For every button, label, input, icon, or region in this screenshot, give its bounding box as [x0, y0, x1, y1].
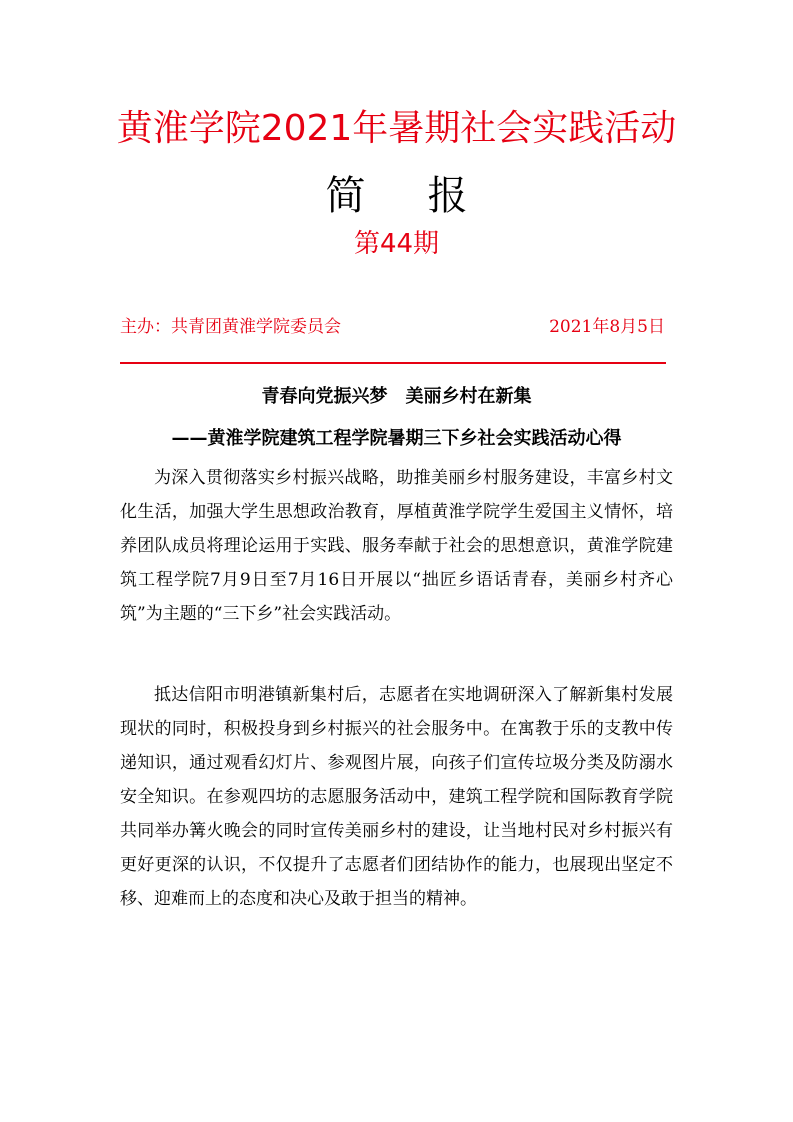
bulletin-title: 黄淮学院2021年暑期社会实践活动	[116, 108, 677, 149]
bulletin-label-char-2: 报	[427, 173, 468, 219]
article-subheadline: ——黄淮学院建筑工程学院暑期三下乡社会实践活动心得	[171, 428, 622, 449]
article-paragraph-2: 抵达信阳市明港镇新集村后，志愿者在实地调研深入了解新集村发展现状的同时，积极投身到乡村振兴的社会服务中。在寓教于乐的支教中传递知识，通过观看幻灯片、参观图片展，向孩子们宣传垃圾分类及防溺水安全知识。在参观四坊的志愿服务活动中，建筑工程学院和国际教育学院共同举办篝火晚会的同时宣传美丽乡村的建设，让当地村民对乡村振兴有更好更深的认识，不仅提升了志愿者们团结协作的能力，也展现出坚定不移、迎难而上的态度和决心及敢于担当的精神。	[120, 685, 673, 909]
publish-date: 2021年8月5日	[549, 317, 665, 337]
bulletin-label	[0, 168, 793, 224]
sponsor-line: 主办：共青团黄淮学院委员会	[120, 317, 341, 337]
bulletin-label-char-1: 简	[325, 173, 366, 219]
issue-number: 第44期	[353, 229, 440, 259]
article-paragraph-1: 为深入贯彻落实乡村振兴战略，助推美丽乡村服务建设，丰富乡村文化生活，加强大学生思想政治教育，厚植黄淮学院学生爱国主义情怀，培养团队成员将理论运用于实践、服务奉献于社会的思想意识，黄淮学院建筑工程学院7月9日至7月16日开展以“拙匠乡语话青春，美丽乡村齐心筑”为主题的“三下乡”社会实践活动。	[120, 468, 673, 624]
article-headline: 青春向党振兴梦 美丽乡村在新集	[261, 386, 532, 407]
header-divider	[120, 362, 666, 364]
